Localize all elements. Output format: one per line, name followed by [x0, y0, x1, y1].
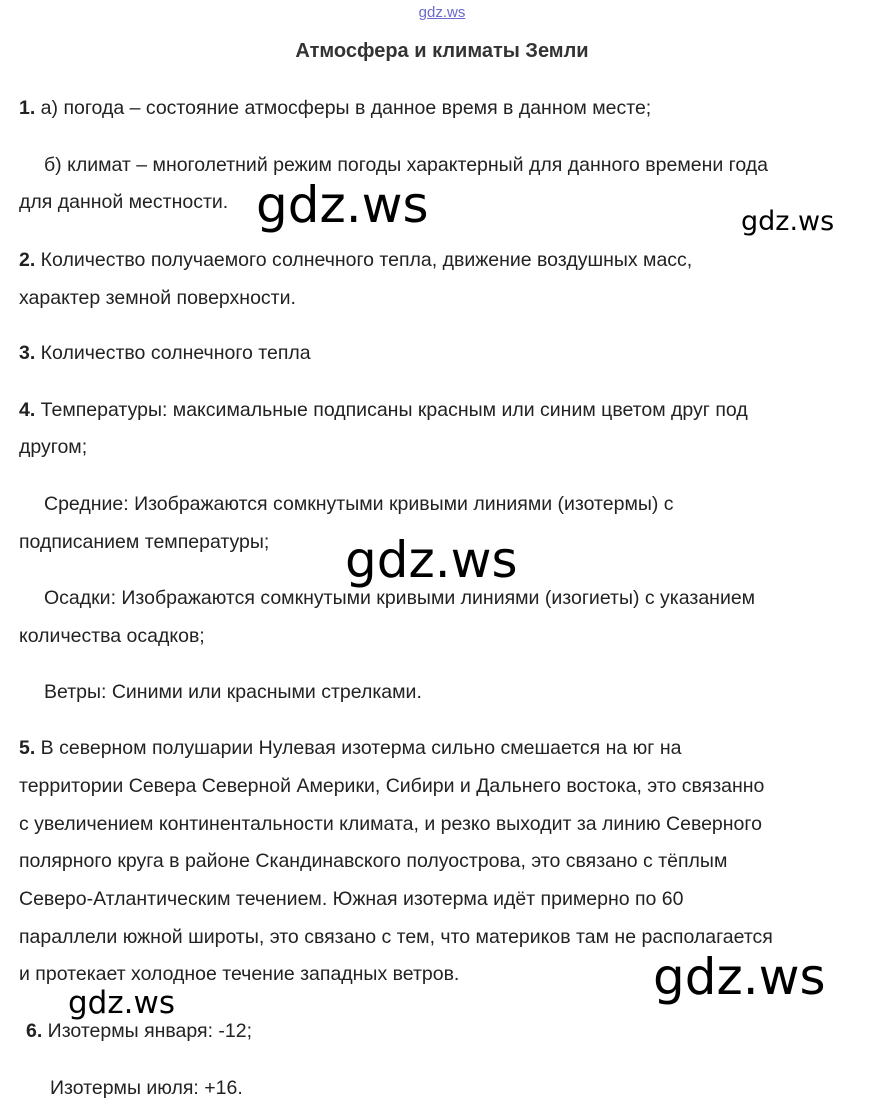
answer-number: 3. — [19, 342, 36, 364]
answer-text: Количество получаемого солнечного тепла, движение воздушных масс, — [35, 249, 693, 271]
answer-number: 5. — [19, 737, 36, 759]
answer-5-line-1 — [19, 736, 681, 760]
site-link[interactable]: gdz.ws — [418, 4, 466, 21]
answer-6-line-2: Изотермы июля: +16. — [50, 1077, 243, 1099]
answer-1-line-1 — [19, 96, 651, 120]
answer-5-line-3: с увеличением континентальности климата, и резко выходит за линию Северного — [19, 813, 762, 835]
answer-3-line-1 — [19, 341, 311, 365]
answer-text: Изотермы января: -12; — [42, 1020, 253, 1042]
answer-text: Температуры: максимальные подписаны красным или синим цветом друг под — [35, 399, 748, 421]
answer-1-line-2: б) климат – многолетний режим погоды характерный для данного времени года — [44, 154, 768, 176]
answer-5-line-7: и протекает холодное течение западных ветров. — [19, 963, 460, 985]
watermark-text: gdz.ws — [741, 206, 835, 237]
watermark-text: gdz.ws — [345, 531, 518, 589]
answer-text: а) погода – состояние атмосферы в данное время в данном месте; — [35, 97, 652, 119]
answer-5-line-6: параллели южной широты, это связано с тем, что материков там не располагается — [19, 926, 773, 948]
watermark-text: gdz.ws — [68, 985, 175, 1021]
answer-2-line-1 — [19, 248, 692, 272]
answer-number: 4. — [19, 399, 36, 421]
answer-5-line-5: Северо-Атлантическим течением. Южная изотерма идёт примерно по 60 — [19, 888, 684, 910]
answer-1-line-3: для данной местности. — [19, 191, 229, 213]
answer-number: 6. — [26, 1020, 43, 1042]
answer-4-line-3: Средние: Изображаются сомкнутыми кривыми линиями (изотермы) с — [44, 493, 674, 515]
answer-number: 1. — [19, 97, 36, 119]
answer-4-line-7: Ветры: Синими или красными стрелками. — [44, 681, 422, 703]
page-title: Атмосфера и климаты Земли — [295, 40, 589, 62]
answer-text: В северном полушарии Нулевая изотерма сильно смешается на юг на — [35, 737, 682, 759]
answer-5-line-2: территории Севера Северной Америки, Сибири и Дальнего востока, это связанно — [19, 775, 765, 797]
watermark-text: gdz.ws — [256, 176, 429, 234]
answer-4-line-1 — [19, 398, 748, 422]
answer-text: Количество солнечного тепла — [35, 342, 311, 364]
watermark-text: gdz.ws — [653, 948, 826, 1006]
answer-2-line-2: характер земной поверхности. — [19, 287, 296, 309]
answer-number: 2. — [19, 249, 36, 271]
answer-5-line-4: полярного круга в районе Скандинавского полуострова, это связано с тёплым — [19, 850, 728, 872]
answer-6-line-1 — [26, 1019, 252, 1043]
answer-4-line-2: другом; — [19, 436, 88, 458]
answer-4-line-5: Осадки: Изображаются сомкнутыми кривыми линиями (изогиеты) с указанием — [44, 587, 756, 609]
answer-4-line-4: подписанием температуры; — [19, 531, 270, 553]
answer-4-line-6: количества осадков; — [19, 625, 205, 647]
